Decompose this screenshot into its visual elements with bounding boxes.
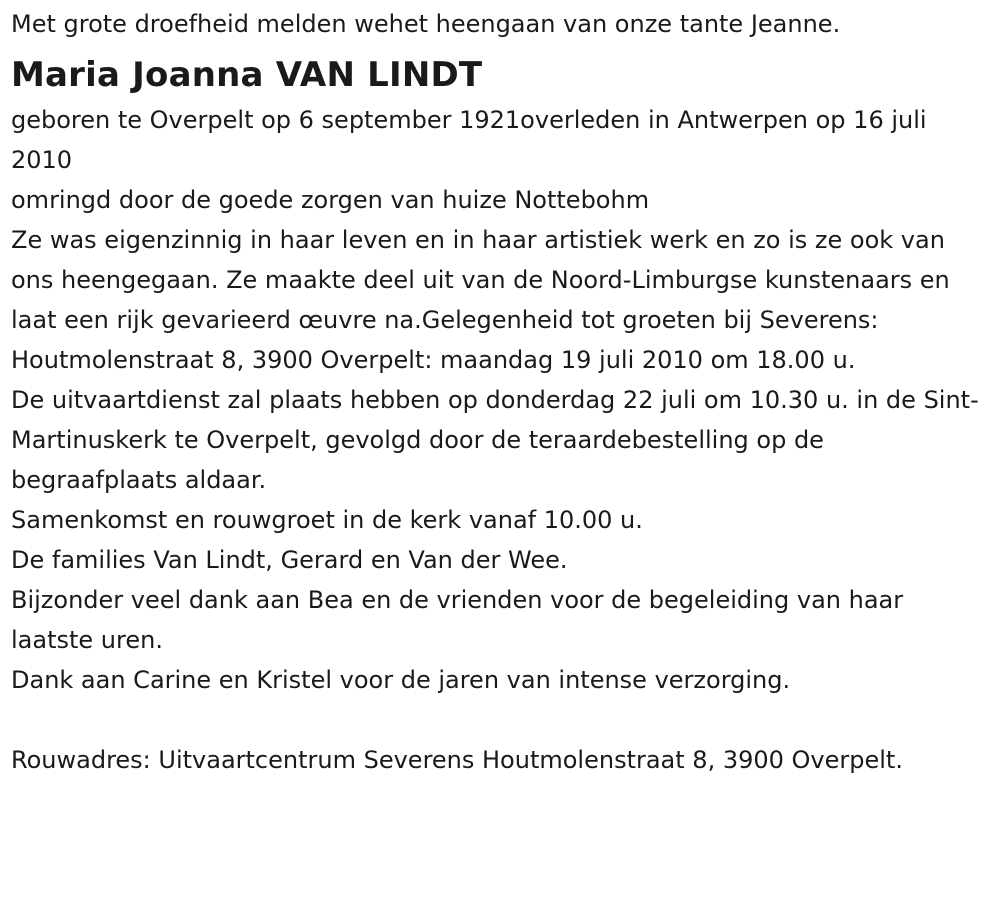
birth-death-line: geboren te Overpelt op 6 september 1921overleden in Antwerpen op 16 juli 2010 xyxy=(11,106,927,174)
care-line: omringd door de goede zorgen van huize Nottebohm xyxy=(11,186,650,214)
funeral-service-paragraph: De uitvaartdienst zal plaats hebben op donderdag 22 juli om 10.30 u. in de Sint-Martinuskerk te Overpelt, gevolgd door de teraardebestelling op de begraafplaats aldaar. xyxy=(11,386,979,494)
families-line: De families Van Lindt, Gerard en Van der Wee. xyxy=(11,546,568,574)
intro-text: Met grote droefheid melden wehet heengaan van onze tante Jeanne. xyxy=(11,10,841,38)
biography-paragraph: Ze was eigenzinnig in haar leven en in haar artistiek werk en zo is ze ook van ons heengegaan. Ze maakte deel uit van de Noord-Limburgse kunstenaars en laat een rijk gevarieerd œuvre na.Gelegenheid tot groeten bij Severens: Houtmolenstraat 8, 3900 Overpelt: maandag 19 juli 2010 om 18.00 u. xyxy=(11,226,950,374)
mourning-address: Rouwadres: Uitvaartcentrum Severens Houtmolenstraat 8, 3900 Overpelt. xyxy=(11,746,903,774)
spacer xyxy=(11,700,991,740)
death-notice xyxy=(11,4,991,780)
deceased-name: Maria Joanna VAN LINDT xyxy=(11,55,483,95)
thanks-carine-line: Dank aan Carine en Kristel voor de jaren van intense verzorging. xyxy=(11,666,791,694)
thanks-bea-line: Bijzonder veel dank aan Bea en de vrienden voor de begeleiding van haar laatste uren. xyxy=(11,586,904,654)
gathering-line: Samenkomst en rouwgroet in de kerk vanaf 10.00 u. xyxy=(11,506,643,534)
